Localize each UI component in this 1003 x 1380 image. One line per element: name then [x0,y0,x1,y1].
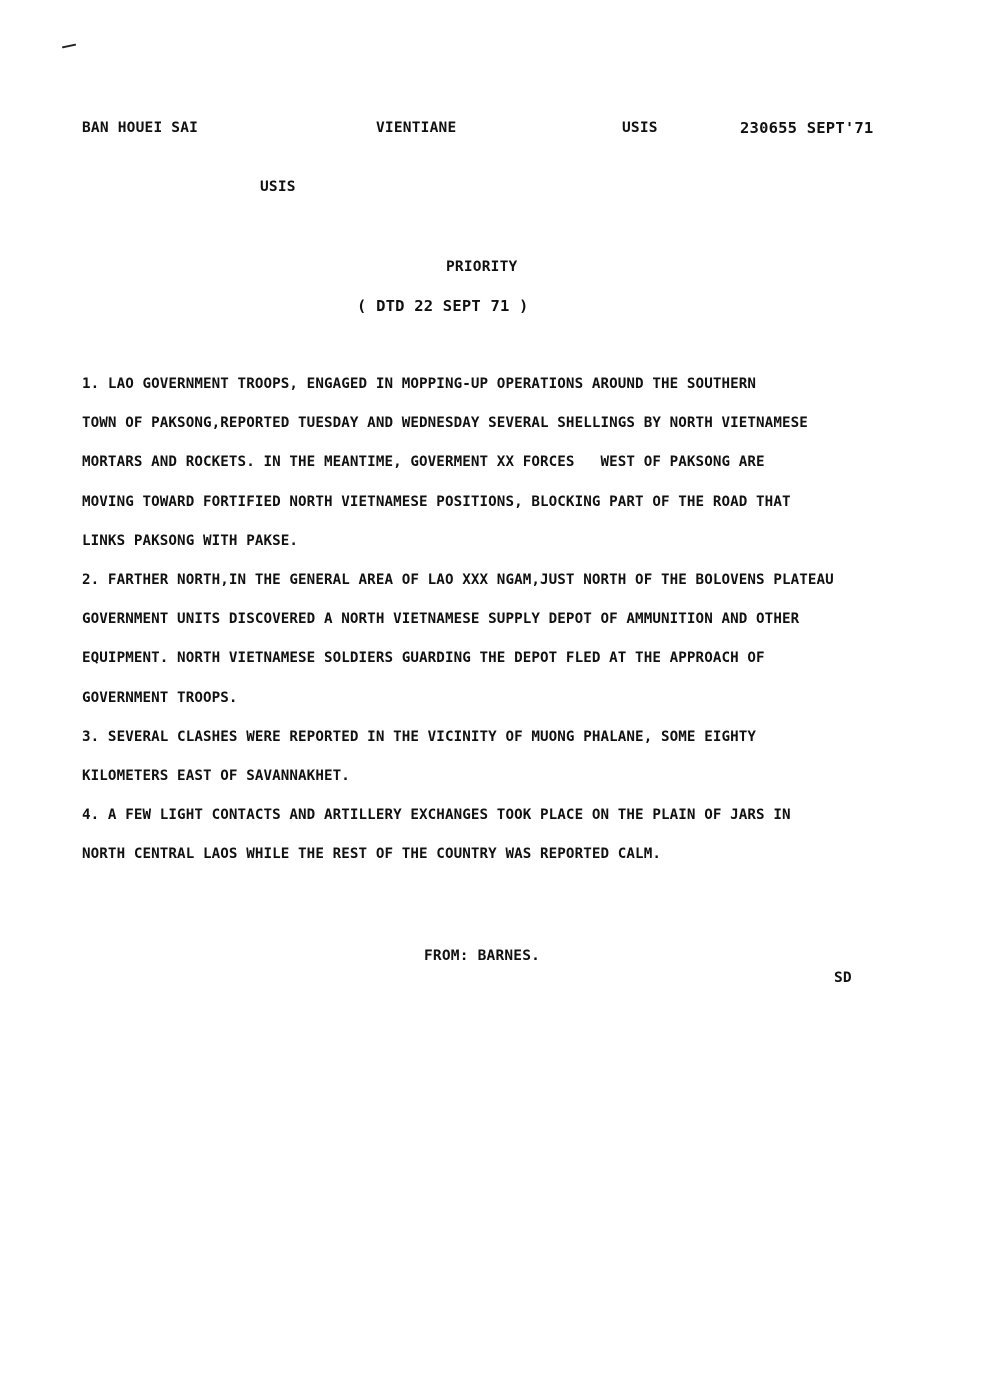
body-line: LINKS PAKSONG WITH PAKSE. [82,532,299,549]
body-line: NORTH CENTRAL LAOS WHILE THE REST OF THE COUNTRY WAS REPORTED CALM. [82,846,661,863]
body-line: MORTARS AND ROCKETS. IN THE MEANTIME, GOVERMENT XX FORCES WEST OF PAKSONG ARE [82,454,765,471]
body-line: 2. FARTHER NORTH,IN THE GENERAL AREA OF LAO XXX NGAM,JUST NORTH OF THE BOLOVENS PLATEAU [82,571,834,588]
body-line: TOWN OF PAKSONG,REPORTED TUESDAY AND WEDNESDAY SEVERAL SHELLINGS BY NORTH VIETNAMESE [82,415,808,432]
header-office: USIS [622,120,658,136]
message-body [82,372,962,881]
header-date-time-group: 230655 SEPT'71 [740,119,874,137]
dated-line: ( DTD 22 SEPT 71 ) [357,297,529,315]
body-line: KILOMETERS EAST OF SAVANNAKHET. [82,767,350,784]
signature: FROM: BARNES. [424,948,541,964]
precedence: PRIORITY [446,259,518,275]
body-line: EQUIPMENT. NORTH VIETNAMESE SOLDIERS GUARDING THE DEPOT FLED AT THE APPROACH OF [82,650,765,667]
typist-initials: SD [834,970,852,986]
header-destination: VIENTIANE [376,120,457,136]
header-origin: BAN HOUEI SAI [82,120,199,136]
body-line: MOVING TOWARD FORTIFIED NORTH VIETNAMESE POSITIONS, BLOCKING PART OF THE ROAD THAT [82,493,791,510]
body-line: 4. A FEW LIGHT CONTACTS AND ARTILLERY EXCHANGES TOOK PLACE ON THE PLAIN OF JARS IN [82,807,791,824]
body-line: 1. LAO GOVERNMENT TROOPS, ENGAGED IN MOPPING-UP OPERATIONS AROUND THE SOUTHERN [82,376,757,392]
body-line: GOVERNMENT UNITS DISCOVERED A NORTH VIETNAMESE SUPPLY DEPOT OF AMMUNITION AND OTHER [82,611,800,628]
body-line: 3. SEVERAL CLASHES WERE REPORTED IN THE VICINITY OF MUONG PHALANE, SOME EIGHTY [82,728,757,745]
body-line: GOVERNMENT TROOPS. [82,689,238,706]
scan-artifact [62,44,76,49]
addressee: USIS [260,179,296,195]
